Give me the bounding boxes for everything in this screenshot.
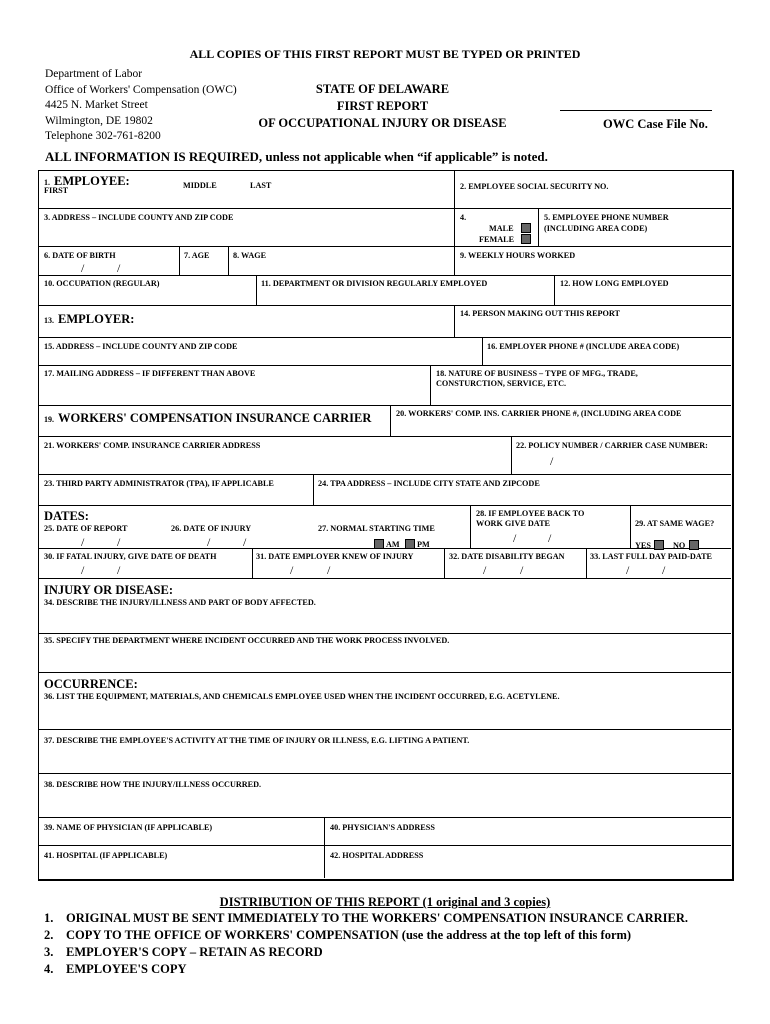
first-name-label: FIRST	[44, 186, 69, 195]
hospital-address-label: 42. HOSPITAL ADDRESS	[330, 851, 424, 860]
injury-heading: INJURY OR DISEASE:	[44, 583, 173, 597]
case-file-label: OWC Case File No.	[603, 117, 708, 131]
date-report-label: 25. DATE OF REPORT	[44, 524, 128, 533]
department-label: 11. DEPARTMENT OR DIVISION REGULARLY EMPLOYED	[261, 279, 488, 288]
specify-dept-label: 35. SPECIFY THE DEPARTMENT WHERE INCIDENT OCCURRED AND THE WORK PROCESS INVOLVED.	[44, 636, 450, 645]
no-label: NO	[673, 541, 686, 550]
nature-label: 18. NATURE OF BUSINESS – TYPE OF MFG., TRADE,	[436, 369, 638, 378]
dob-sep: /	[81, 261, 85, 275]
female-label: FEMALE	[479, 235, 515, 244]
phone-label: 5. EMPLOYEE PHONE NUMBER	[544, 213, 669, 222]
disability-label: 32. DATE DISABILITY BEGAN	[449, 552, 565, 561]
back-work-sep: /	[548, 531, 552, 545]
case-file-line[interactable]	[560, 110, 712, 111]
dates-heading: DATES:	[44, 509, 89, 523]
age-label: 7. AGE	[184, 251, 210, 260]
back-work-label: 28. IF EMPLOYEE BACK TO	[476, 509, 585, 518]
how-occurred-label: 38. DESCRIBE HOW THE INJURY/ILLNESS OCCURRED.	[44, 780, 262, 789]
agency-line: Wilmington, DE 19802	[45, 114, 153, 127]
yes-checkbox[interactable]	[654, 540, 664, 550]
agency-line: Telephone 302-761-8200	[45, 130, 161, 142]
employee-num: 1.	[44, 178, 50, 187]
back-work-label-2: WORK GIVE DATE	[476, 519, 550, 528]
person-making-label: 14. PERSON MAKING OUT THIS REPORT	[460, 309, 620, 318]
agency-line: 4425 N. Market Street	[45, 99, 148, 111]
occupation-label: 10. OCCUPATION (REGULAR)	[44, 279, 160, 288]
employee-title: EMPLOYEE:	[54, 174, 130, 188]
carrier-phone-label: 20. WORKERS' COMP. INS. CARRIER PHONE #, (INCLUDING AREA CODE	[396, 409, 682, 418]
start-time-label: 27. NORMAL STARTING TIME	[318, 524, 435, 533]
carrier-num: 19.	[44, 415, 54, 424]
nature-label-2: CONSTURCTION, SERVICE, ETC.	[436, 379, 567, 388]
last-day-label: 33. LAST FULL DAY PAID-DATE	[590, 552, 712, 561]
employer-address-label: 15. ADDRESS – INCLUDE COUNTY AND ZIP CODE	[44, 342, 238, 351]
employer-heading	[44, 310, 134, 328]
disability-sep: /	[520, 563, 524, 577]
distribution-text: EMPLOYER'S COPY – RETAIN AS RECORD	[66, 945, 323, 959]
employer-knew-sep: /	[327, 563, 331, 577]
hospital-label: 41. HOSPITAL (IF APPLICABLE)	[44, 851, 168, 860]
same-wage-label: 29. AT SAME WAGE?	[635, 519, 715, 528]
how-long-label: 12. HOW LONG EMPLOYED	[560, 279, 669, 288]
pm-checkbox[interactable]	[405, 539, 415, 549]
form-title-line: OF OCCUPATIONAL INJURY OR DISEASE	[258, 116, 507, 130]
dob-sep: /	[117, 261, 121, 275]
ssn-label: 2. EMPLOYEE SOCIAL SECURITY NO.	[460, 182, 609, 191]
employer-phone-label: 16. EMPLOYER PHONE # (INCLUDE AREA CODE)	[487, 342, 680, 351]
male-checkbox[interactable]	[521, 223, 531, 233]
tpa-label: 23. THIRD PARTY ADMINISTRATOR (TPA), IF APPLICABLE	[44, 479, 274, 488]
employer-num: 13.	[44, 316, 54, 325]
typed-notice: ALL COPIES OF THIS FIRST REPORT MUST BE TYPED OR PRINTED	[189, 47, 581, 61]
physician-address-label: 40. PHYSICIAN'S ADDRESS	[330, 823, 435, 832]
wage-label: 8. WAGE	[233, 251, 267, 260]
distribution-item	[44, 910, 688, 927]
form-title-line: FIRST REPORT	[336, 99, 429, 113]
am-checkbox[interactable]	[374, 539, 384, 549]
distribution-text: EMPLOYEE'S COPY	[66, 962, 187, 976]
last-name-label: LAST	[250, 181, 272, 190]
distribution-num: 4.	[44, 962, 54, 976]
fatal-sep: /	[117, 563, 121, 577]
mailing-address-label: 17. MAILING ADDRESS – IF DIFFERENT THAN ABOVE	[44, 369, 256, 378]
phone-label-2: (INCLUDING AREA CODE)	[544, 224, 648, 233]
occurrence-heading: OCCURRENCE:	[44, 677, 138, 691]
back-work-sep: /	[513, 531, 517, 545]
distribution-item	[44, 961, 688, 978]
distribution-num: 1.	[44, 911, 54, 925]
equipment-label: 36. LIST THE EQUIPMENT, MATERIALS, AND CHEMICALS EMPLOYEE USED WHEN THE INCIDENT OCCURRED, E.G. ACETYLENE.	[44, 692, 560, 701]
date-report-sep: /	[117, 535, 121, 549]
weekly-hours-label: 9. WEEKLY HOURS WORKED	[460, 251, 576, 260]
fatal-sep: /	[81, 563, 85, 577]
last-day-sep: /	[626, 563, 630, 577]
physician-label: 39. NAME OF PHYSICIAN (IF APPLICABLE)	[44, 823, 213, 832]
agency-line: Department of Labor	[45, 68, 143, 80]
carrier-heading	[44, 409, 371, 427]
middle-name-label: MIDDLE	[183, 181, 217, 190]
female-checkbox[interactable]	[521, 234, 531, 244]
agency-line: Office of Workers' Compensation (OWC)	[45, 83, 237, 96]
employer-knew-sep: /	[290, 563, 294, 577]
tpa-address-label: 24. TPA ADDRESS – INCLUDE CITY STATE AND ZIPCODE	[318, 479, 540, 488]
distribution-num: 3.	[44, 945, 54, 959]
distribution-num: 2.	[44, 928, 54, 942]
form-title-line: STATE OF DELAWARE	[315, 82, 450, 96]
disability-sep: /	[483, 563, 487, 577]
carrier-title: WORKERS' COMPENSATION INSURANCE CARRIER	[58, 411, 372, 425]
date-injury-sep: /	[243, 535, 247, 549]
address-label: 3. ADDRESS – INCLUDE COUNTY AND ZIP CODE	[44, 213, 234, 222]
activity-label: 37. DESCRIBE THE EMPLOYEE'S ACTIVITY AT THE TIME OF INJURY OR ILLNESS, E.G. LIFTING A PATIENT.	[44, 736, 470, 745]
date-report-sep: /	[81, 535, 85, 549]
employer-title: EMPLOYER:	[58, 312, 135, 326]
no-checkbox[interactable]	[689, 540, 699, 550]
agency-address	[45, 67, 237, 145]
yes-label: YES	[635, 541, 651, 550]
dob-label: 6. DATE OF BIRTH	[44, 251, 116, 260]
last-day-sep: /	[662, 563, 666, 577]
form-title	[240, 81, 525, 132]
distribution-item	[44, 927, 688, 944]
carrier-address-label: 21. WORKERS' COMP. INSURANCE CARRIER ADDRESS	[44, 441, 261, 450]
sex-num: 4.	[460, 213, 467, 222]
employer-knew-label: 31. DATE EMPLOYER KNEW OF INJURY	[256, 552, 414, 561]
distribution-text: ORIGINAL MUST BE SENT IMMEDIATELY TO THE WORKERS' COMPENSATION INSURANCE CARRIER.	[66, 911, 689, 925]
policy-label: 22. POLICY NUMBER / CARRIER CASE NUMBER:	[516, 441, 708, 450]
male-label: MALE	[489, 224, 514, 233]
fatal-label: 30. IF FATAL INJURY, GIVE DATE OF DEATH	[44, 552, 217, 561]
distribution-text: COPY TO THE OFFICE OF WORKERS' COMPENSATION (use the address at the top left of this form)	[66, 928, 632, 942]
policy-sep: /	[550, 454, 554, 468]
pm-label: PM	[417, 540, 430, 549]
distribution-list	[44, 910, 688, 978]
distribution-title: DISTRIBUTION OF THIS REPORT (1 original and 3 copies)	[219, 895, 551, 909]
required-notice: ALL INFORMATION IS REQUIRED, unless not applicable when “if applicable” is noted.	[45, 149, 548, 164]
distribution-item	[44, 944, 688, 961]
describe-injury-label: 34. DESCRIBE THE INJURY/ILLNESS AND PART OF BODY AFFECTED.	[44, 598, 316, 607]
am-label: AM	[386, 540, 400, 549]
date-injury-sep: /	[207, 535, 211, 549]
date-injury-label: 26. DATE OF INJURY	[171, 524, 252, 533]
